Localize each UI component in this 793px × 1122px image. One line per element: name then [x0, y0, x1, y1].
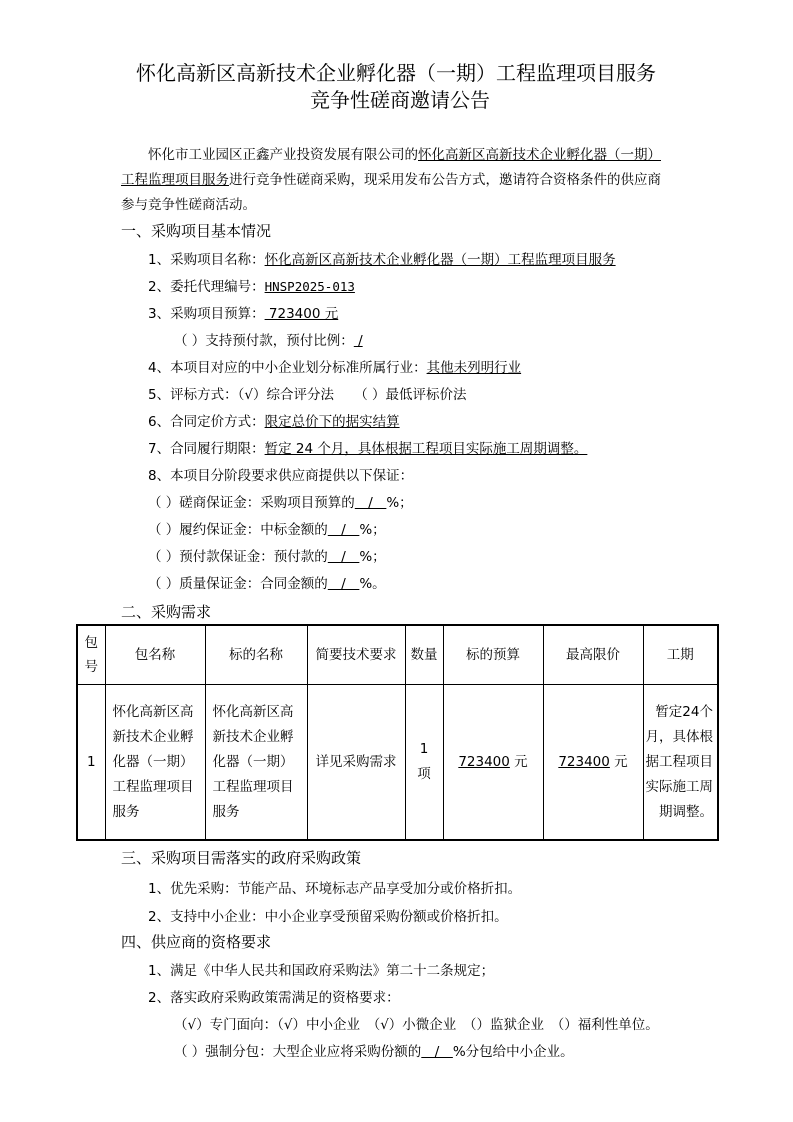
policy-item-1: 1、优先采购：节能产品、环境标志产品享受加分或价格折扣。 [148, 881, 522, 897]
page-subtitle: 竞争性磋商邀请公告 [310, 88, 490, 112]
col-header-budget: 标的预算 [443, 625, 543, 685]
section-heading-3: 三、采购项目需落实的政府采购政策 [121, 849, 362, 867]
qualification-sme-targeting: （√）专门面向：（√）中小企业 （√）小微企业 （）监狱企业 （）福利性单位。 [174, 1017, 659, 1033]
project-name-part1: 怀化高新区高新技术企业孵化器（一期） [418, 147, 661, 163]
guarantee-performance: （ ）履约保证金：中标金额的 / %； [148, 522, 386, 538]
project-name-part2: 工程监理项目服务 [121, 172, 229, 188]
intro-line-2: 工程监理项目服务进行竞争性磋商采购，现采用发布公告方式，邀请符合资格条件的供应商 [121, 172, 661, 188]
table-header-row [77, 625, 718, 685]
cell-pkg-no: 1 [77, 685, 105, 841]
col-header-pkg-no: 包号 [77, 625, 105, 685]
cell-qty: 1项 [405, 685, 443, 841]
table-row [77, 685, 718, 841]
cell-item-name: 怀化高新区高新技术企业孵化器（一期）工程监理项目服务 [205, 685, 307, 841]
item-evaluation-method: 5、评标方式：（√）综合评分法 （ ）最低评标价法 [148, 387, 467, 403]
item-guarantees: 8、本项目分阶段要求供应商提供以下保证： [148, 468, 414, 484]
item-industry: 4、本项目对应的中小企业划分标准所属行业：其他未列明行业 [148, 360, 522, 376]
item-agency-code: 2、委托代理编号：HNSP2025-013 [148, 279, 355, 295]
cell-budget: 723400 元 [443, 685, 543, 841]
purchaser-name: 怀化市工业园区正鑫产业投资发展有限公司的 [148, 147, 418, 163]
cell-pkg-name: 怀化高新区高新技术企业孵化器（一期）工程监理项目服务 [105, 685, 205, 841]
qualification-subcontract: （ ）强制分包：大型企业应将采购份额的 / %分包给中小企业。 [174, 1044, 574, 1060]
policy-item-2: 2、支持中小企业：中小企业享受预留采购份额或价格折扣。 [148, 909, 508, 925]
cell-period: 暂定24个月，具体根据工程项目实际施工周期调整。 [643, 685, 718, 841]
item-pricing-method: 6、合同定价方式：限定总价下的据实结算 [148, 414, 400, 430]
col-header-period: 工期 [643, 625, 718, 685]
col-header-max-price: 最高限价 [543, 625, 643, 685]
section-heading-4: 四、供应商的资格要求 [121, 933, 272, 951]
section-heading-1: 一、采购项目基本情况 [121, 222, 272, 240]
item-budget: 3、采购项目预算： 723400 元 [148, 306, 339, 322]
guarantee-bid: （ ）磋商保证金：采购项目预算的 / %； [148, 495, 413, 511]
col-header-qty: 数量 [405, 625, 443, 685]
col-header-pkg-name: 包名称 [105, 625, 205, 685]
section-heading-2: 二、采购需求 [121, 603, 212, 621]
requirements-table [76, 624, 719, 841]
qualification-item-2: 2、落实政府采购政策需满足的资格要求： [148, 990, 400, 1006]
intro-line-3: 参与竞争性磋商活动。 [121, 197, 256, 213]
guarantee-prepayment: （ ）预付款保证金：预付款的 / %； [148, 549, 386, 565]
page-title: 怀化高新区高新技术企业孵化器（一期）工程监理项目服务 [136, 61, 656, 85]
col-header-item-name: 标的名称 [205, 625, 307, 685]
cell-tech: 详见采购需求 [307, 685, 405, 841]
guarantee-quality: （ ）质量保证金：合同金额的 / %。 [148, 576, 386, 592]
intro-line-1 [148, 143, 661, 163]
col-header-tech: 简要技术要求 [307, 625, 405, 685]
item-contract-period: 7、合同履行期限：暂定 24 个月，具体根据工程项目实际施工周期调整。 [148, 441, 588, 457]
qualification-item-1: 1、满足《中华人民共和国政府采购法》第二十二条规定； [148, 963, 495, 979]
item-project-name: 1、采购项目名称：怀化高新区高新技术企业孵化器（一期）工程监理项目服务 [148, 252, 616, 268]
cell-max-price: 723400 元 [543, 685, 643, 841]
item-prepayment: （ ）支持预付款，预付比例： / [174, 333, 363, 349]
